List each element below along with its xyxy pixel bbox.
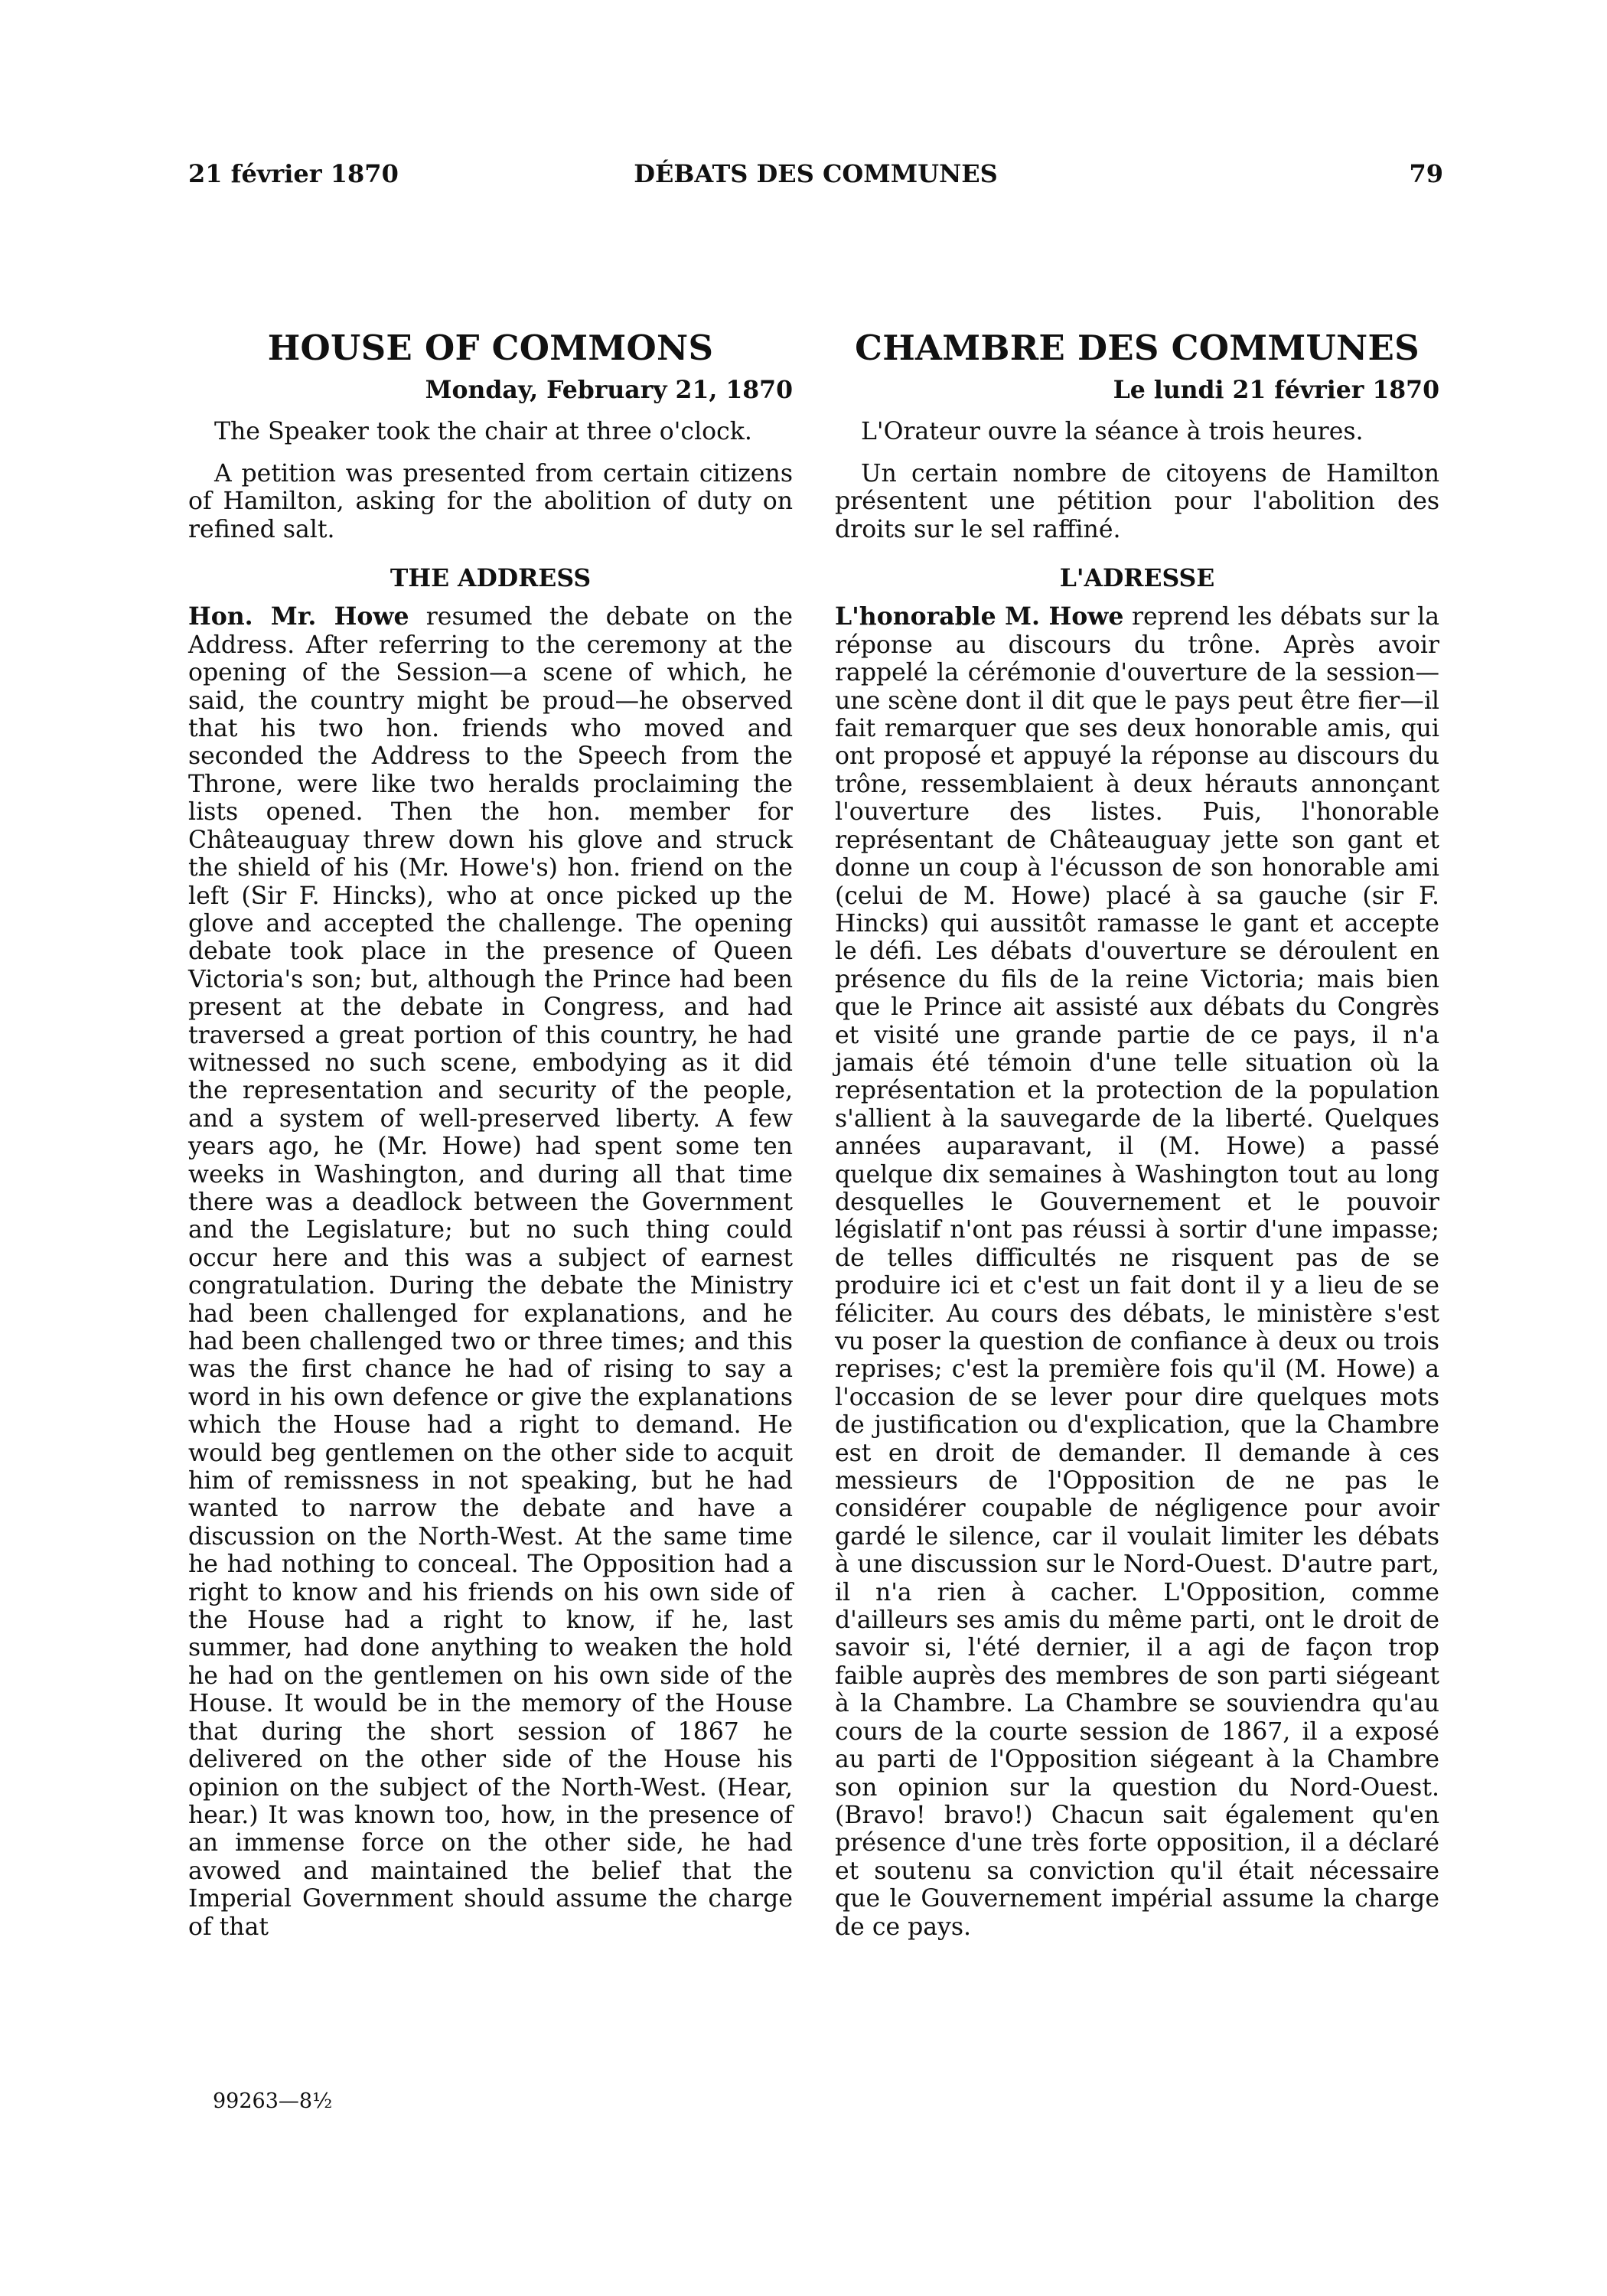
- running-head: [188, 159, 1443, 190]
- running-head-date: 21 février 1870: [188, 159, 399, 188]
- french-section-heading: L'ADRESSE: [1059, 564, 1215, 593]
- english-date: Monday, February 21, 1870: [425, 376, 793, 404]
- french-paragraph-petition: Un certain nombre de citoyens de Hamilton présentent une pétition pour l'abolition des droits sur le sel raffiné.: [835, 459, 1439, 543]
- french-column: [835, 328, 1439, 1941]
- english-paragraph-speaker-chair: The Speaker took the chair at three o'clock.: [214, 418, 752, 446]
- english-speech: [188, 603, 793, 1941]
- french-date: Le lundi 21 février 1870: [1113, 376, 1439, 404]
- footer-print-code: 99263—8½: [213, 2089, 333, 2113]
- english-column: [188, 328, 793, 1941]
- english-paragraph-petition: A petition was presented from certain citizens of Hamilton, asking for the abolition of duty on refined salt.: [188, 459, 793, 543]
- french-paragraph-speaker-chair: L'Orateur ouvre la séance à trois heures.: [861, 418, 1364, 446]
- english-speaker-name: Hon. Mr. Howe: [188, 602, 409, 631]
- english-speech-text: resumed the debate on the Address. After referring to the ceremony at the opening of the Session—a scene of which, he said, the country might be proud—he observed that his two hon. friends who moved and seconded the Address to the Speech from the Throne, were like two heralds proclaiming the lists opened. Then the hon. member for Châteauguay threw down his glove and struck the shield of his (Mr. Howe's) hon. friend on the left (Sir F. Hincks), who at once picked up the glove and accepted the challenge. The opening debate took place in the presence of Queen Victoria's son; but, although the Prince had been present at the debate in Congress, and had traversed a great portion of this country, he had witnessed no such scene, embodying as it did the representation and security of the people, and a system of well-preserved liberty. A few years ago, he (Mr. Howe) had spent some ten weeks in Washington, and during all that time there was a deadlock between the Government and the Legislature; but no such thing could occur here and this was a subject of earnest congratulation. During the debate the Ministry had been challenged for explanations, and he had been challenged two or three times; and this was the first chance he had of rising to say a word in his own defence or give the explanations which the House had a right to demand. He would beg gentlemen on the other side to acquit him of remissness in not speaking, but he had wanted to narrow the debate and have a discussion on the North-West. At the same time he had nothing to conceal. The Opposition had a right to know and his friends on his own side of the House had a right to know, if he, last summer, had done anything to weaken the hold he had on the gentlemen on his own side of the House. It would be in the memory of the House that during the short session of 1867 he delivered on the other side of the House his opinion on the subject of the North-West. (Hear, hear.) It was known too, how, in the presence of an immense force on the other side, he had avowed and maintained the belief that the Imperial Government should assume the charge of that: [188, 603, 794, 1941]
- french-speech-text: reprend les débats sur la réponse au discours du trône. Après avoir rappelé la cérémonie d'ouverture de la session—une scène dont il dit que le pays peut être fier—il fait remarquer que ses deux honorable amis, qui ont proposé et appuyé la réponse au discours du trône, ressemblaient à deux hérauts annonçant l'ouverture des listes. Puis, l'honorable représentant de Châteauguay jette son gant et donne un coup à l'écusson de son honorable ami (celui de M. Howe) placé à sa gauche (sir F. Hincks) qui aussitôt ramasse le gant et accepte le défi. Les débats d'ouverture se déroulent en présence du fils de la reine Victoria; mais bien que le Prince ait assisté aux débats du Congrès et visité une grande partie de ce pays, il n'a jamais été témoin d'une telle situation où la représentation et la protection de la population s'allient à la sauvegarde de la liberté. Quelques années auparavant, il (M. Howe) a passé quelque dix semaines à Washington tout au long desquelles le Gouvernement et le pouvoir législatif n'ont pas réussi à sortir d'une impasse; de telles difficultés ne risquent pas de se produire ici et c'est un fait dont il y a lieu de se féliciter. Au cours des débats, le ministère s'est vu poser la question de confiance à deux ou trois reprises; c'est la première fois qu'il (M. Howe) a l'occasion de se lever pour dire quelques mots de justification ou d'explication, que la Chambre est en droit de demander. Il demande à ces messieurs de l'Opposition de ne pas le considérer coupable de négligence pour avoir gardé le silence, car il voulait limiter les débats à une discussion sur le Nord-Ouest. D'autre part, il n'a rien à cacher. L'Opposition, comme d'ailleurs ses amis du même parti, ont le droit de savoir si, l'été dernier, il a agi de façon trop faible auprès des membres de son parti siégeant à la Chambre. La Chambre se souviendra qu'au cours de la courte session de 1867, il a exposé au parti de l'Opposition siégeant à la Chambre son opinion sur la question du Nord-Ouest. (Bravo! bravo!) Chacun sait également qu'en présence d'une très forte opposition, il a déclaré et soutenu sa conviction qu'il était nécessaire que le Gouvernement impérial assume la charge de ce pays.: [835, 603, 1439, 1941]
- running-head-title: DÉBATS DES COMMUNES: [634, 159, 998, 188]
- french-house-title: CHAMBRE DES COMMUNES: [855, 328, 1420, 368]
- english-house-title: HOUSE OF COMMONS: [267, 328, 714, 368]
- french-speaker-name: L'honorable M. Howe: [835, 602, 1124, 631]
- page-number: 79: [1409, 159, 1443, 188]
- french-speech: [835, 603, 1439, 1941]
- english-section-heading: THE ADDRESS: [390, 564, 592, 593]
